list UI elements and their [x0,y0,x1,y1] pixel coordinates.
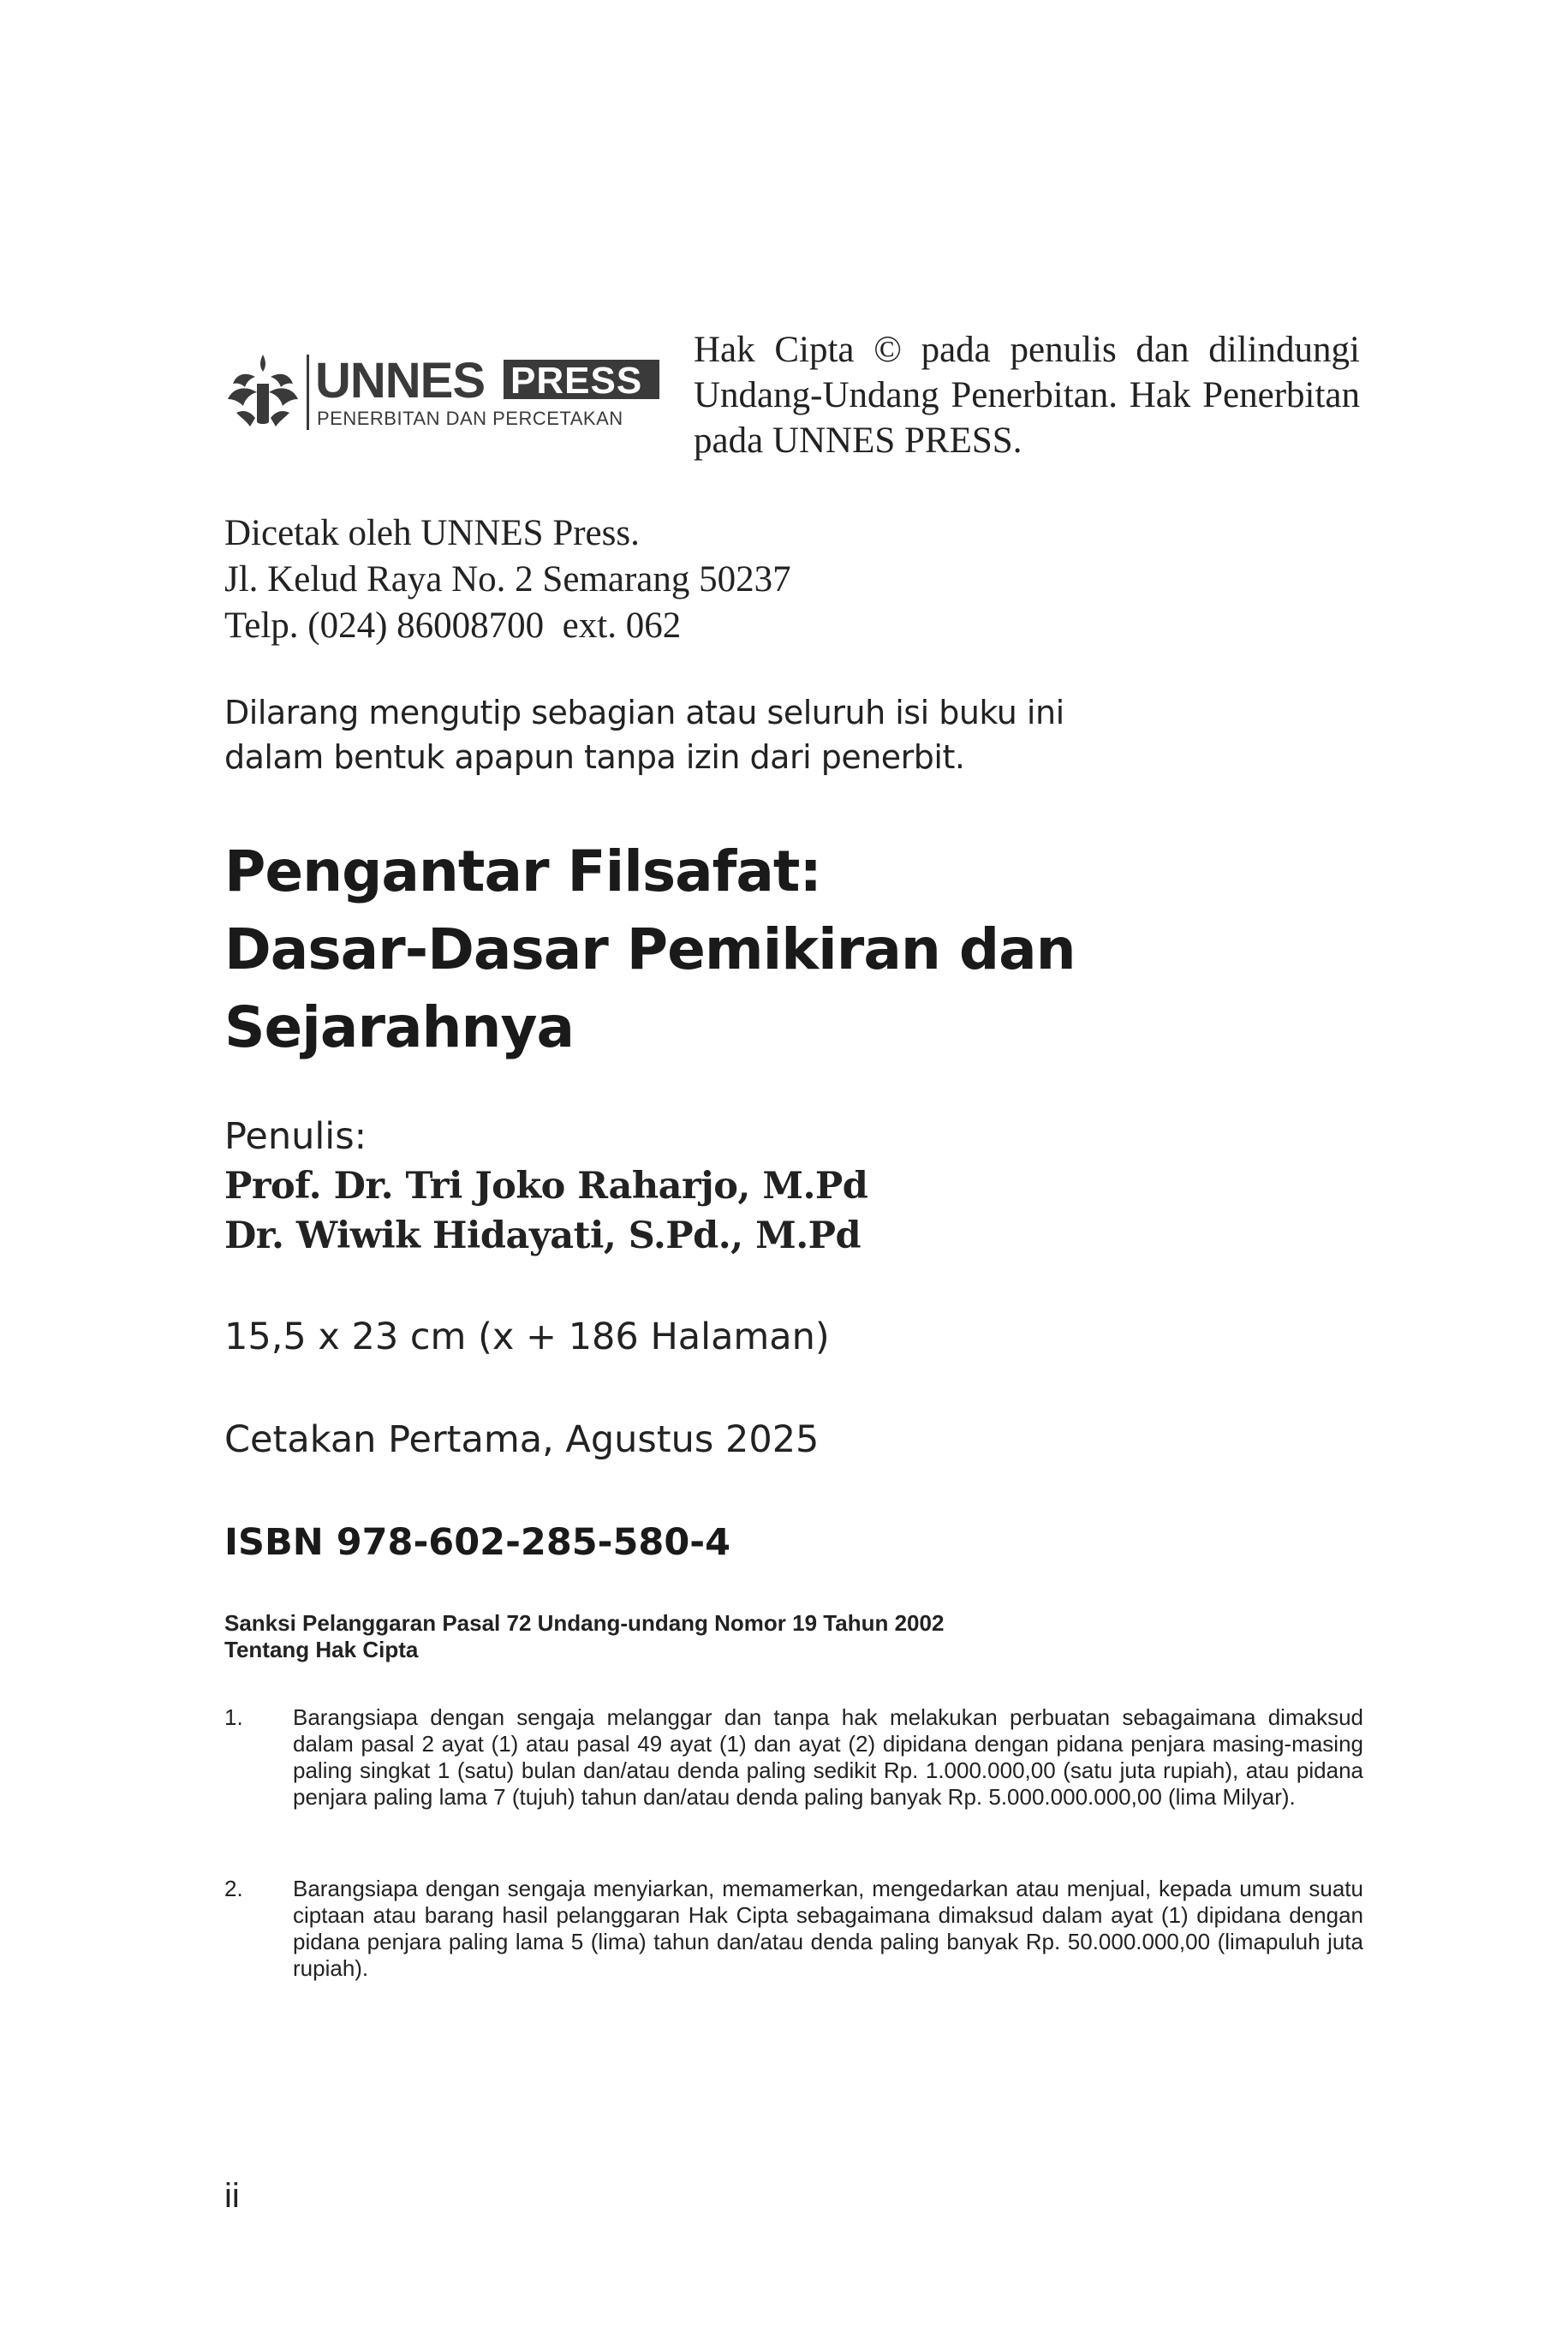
prohibition-line-2: dalam bentuk apapun tanpa izin dari penerbit. [224,738,965,776]
sanction-item-number: 1. [224,1704,243,1730]
logo-sub-text: PENERBITAN DAN PERCETAKAN [317,408,623,429]
prohibition-line-1: Dilarang mengutip sebagian atau seluruh isi buku ini [224,694,1064,731]
sanction-item-text: Barangsiapa dengan sengaja menyiarkan, memamerkan, mengedarkan atau menjual, kepada umum suatu ciptaan atau barang hasil pelanggaran Hak Cipta sebagaimana dimaksud dalam ayat (1) dipidana dengan pidana penjara paling lama 5 (lima) tahun dan/atau denda paling banyak Rp. 50.000.000,00 (limapuluh juta rupiah). [293,1876,1363,1981]
printer-phone: Telp. (024) 86008700 ext. 062 [224,606,682,646]
logo-press-text: PRESS [510,360,643,402]
copyright-notice: Hak Cipta © pada penulis dan dilindungi Undang-Undang Penerbitan. Hak Penerbitan pada UNNES PRESS. [694,330,1360,461]
prohibition-notice [224,690,1252,779]
title-line-2: Dasar-Dasar Pemikiran dan [224,916,1076,982]
unnes-press-logo [224,349,661,435]
book-size: 15,5 x 23 cm (x + 186 Halaman) [224,1316,830,1358]
title-line-3: Sejarahnya [224,994,575,1060]
edition-info: Cetakan Pertama, Agustus 2025 [224,1418,820,1461]
sanction-item-text: Barangsiapa dengan sengaja melanggar dan tanpa hak melakukan perbuatan sebagaimana dimaksud dalam pasal 2 ayat (1) atau pasal 49 ayat (1) dan ayat (2) dipidana dengan pidana penjara masing-masing paling singkat 1 (satu) bulan dan/atau denda paling sedikit Rp. 1.000.000,00 (satu juta rupiah), atau pidana penjara paling lama 7 (tujuh) tahun dan/atau denda paling banyak Rp. 5.000.000.000,00 (lima Milyar). [293,1704,1363,1810]
sanction-heading-line-2: Tentang Hak Cipta [224,1637,419,1662]
sanction-heading [224,1610,1338,1663]
unnes-emblem-icon [224,349,661,435]
sanction-item [224,1704,1363,1811]
author-name-2: Dr. Wiwik Hidayati, S.Pd., M.Pd [224,1214,862,1257]
authors-block [224,1112,1252,1261]
printer-line-1: Dicetak oleh UNNES Press. [224,513,640,553]
title-line-1: Pengantar Filsafat: [224,838,821,904]
sanction-item-number: 2. [224,1876,243,1901]
sanction-heading-line-1: Sanksi Pelanggaran Pasal 72 Undang-undang Nomor 19 Tahun 2002 [224,1610,945,1636]
book-title [224,832,1423,1066]
printer-info [224,510,995,649]
printer-address: Jl. Kelud Raya No. 2 Semarang 50237 [224,559,791,600]
page-number: ii [224,2177,240,2215]
authors-label: Penulis: [224,1115,367,1158]
sanction-item [224,1876,1363,1982]
author-name-1: Prof. Dr. Tri Joko Raharjo, M.Pd [224,1165,868,1208]
isbn: ISBN 978-602-285-580-4 [224,1521,731,1564]
logo-main-text: UNNES [315,353,486,409]
